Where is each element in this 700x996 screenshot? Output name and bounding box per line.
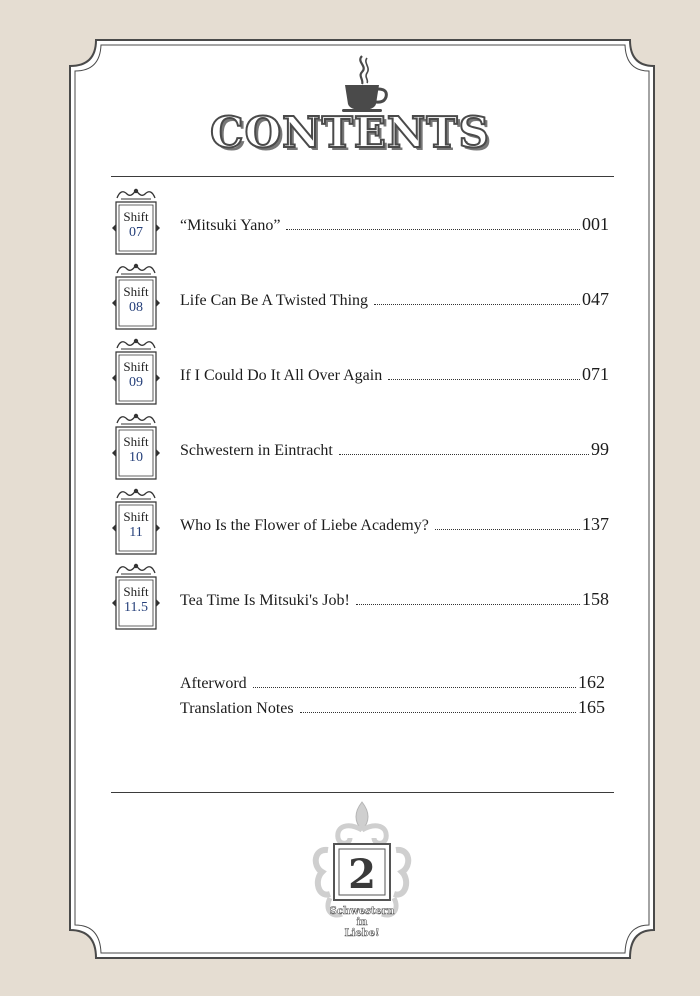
page-title: CONTENTS [210,108,490,157]
toc-line [180,364,609,385]
page-number: 158 [582,589,609,609]
toc-line [180,439,609,460]
scroll-ornament-icon [115,486,157,500]
leader-dots [253,687,576,688]
chapter-title: If I Could Do It All Over Again [180,367,383,384]
chapter-badge-text [112,281,160,315]
scroll-ornament-icon [115,186,157,200]
toc-line [180,514,609,535]
toc-entry[interactable] [112,575,607,645]
leader-dots [300,712,576,713]
chapter-badge-text [112,431,160,465]
toc-entry[interactable] [112,200,607,270]
chapter-label: Shift [123,434,149,449]
leader-dots [339,454,589,455]
toc-entry[interactable] [112,350,607,420]
toc-line-translation-notes[interactable] [180,697,605,718]
chapter-number: 10 [129,450,143,465]
afterword-title: Afterword [180,675,247,692]
page-number: 162 [578,672,605,692]
chapter-number: 08 [129,300,143,315]
toc-entry[interactable] [112,425,607,495]
series-logo-line-1: Schwestern [329,906,395,917]
scroll-ornament-icon [115,561,157,575]
toc-entry[interactable] [112,500,607,570]
chapter-label: Shift [123,359,149,374]
chapter-title: “Mitsuki Yano” [180,217,281,234]
chapter-title: Schwestern in Eintracht [180,442,333,459]
contents-heading-wrap [0,108,700,157]
chapter-label: Shift [123,209,149,224]
page-number: 165 [578,697,605,717]
series-logo-text [310,906,414,939]
page-number: 137 [582,514,609,534]
leader-dots [435,529,580,530]
translation-notes-title: Translation Notes [180,700,294,717]
page-number: 047 [582,289,609,309]
chapter-badge-text [112,206,160,240]
leader-dots [286,229,580,230]
chapter-title: Who Is the Flower of Liebe Academy? [180,517,429,534]
leader-dots [388,379,580,380]
toc-entry[interactable] [112,275,607,345]
scroll-ornament-icon [115,261,157,275]
chapter-number: 11 [129,525,143,540]
chapter-title: Tea Time Is Mitsuki's Job! [180,592,350,609]
bottom-divider [111,792,614,793]
leader-dots [374,304,580,305]
page-number: 071 [582,364,609,384]
chapter-label: Shift [123,509,149,524]
toc-line-afterword[interactable] [180,672,605,693]
top-divider [111,176,614,177]
toc-line [180,289,609,310]
chapter-number: 07 [129,225,143,240]
chapter-label: Shift [123,584,149,599]
volume-number: 2 [348,851,376,898]
chapter-badge-text [112,506,160,540]
series-logo-line-2: in [356,917,368,928]
chapter-badge-text [112,356,160,390]
scroll-ornament-icon [115,411,157,425]
chapter-title: Life Can Be A Twisted Thing [180,292,369,309]
toc-line [180,589,609,610]
page-number: 99 [591,439,609,459]
scroll-ornament-icon [115,336,157,350]
coffee-cup-icon [340,52,390,114]
page-number: 001 [582,214,609,234]
toc-line [180,214,609,235]
chapter-label: Shift [123,284,149,299]
chapter-number: 11.5 [124,600,148,615]
series-logo-line-3: Liebe! [344,928,380,939]
leader-dots [356,604,580,605]
chapter-badge-text [112,581,160,615]
chapter-number: 09 [129,375,143,390]
